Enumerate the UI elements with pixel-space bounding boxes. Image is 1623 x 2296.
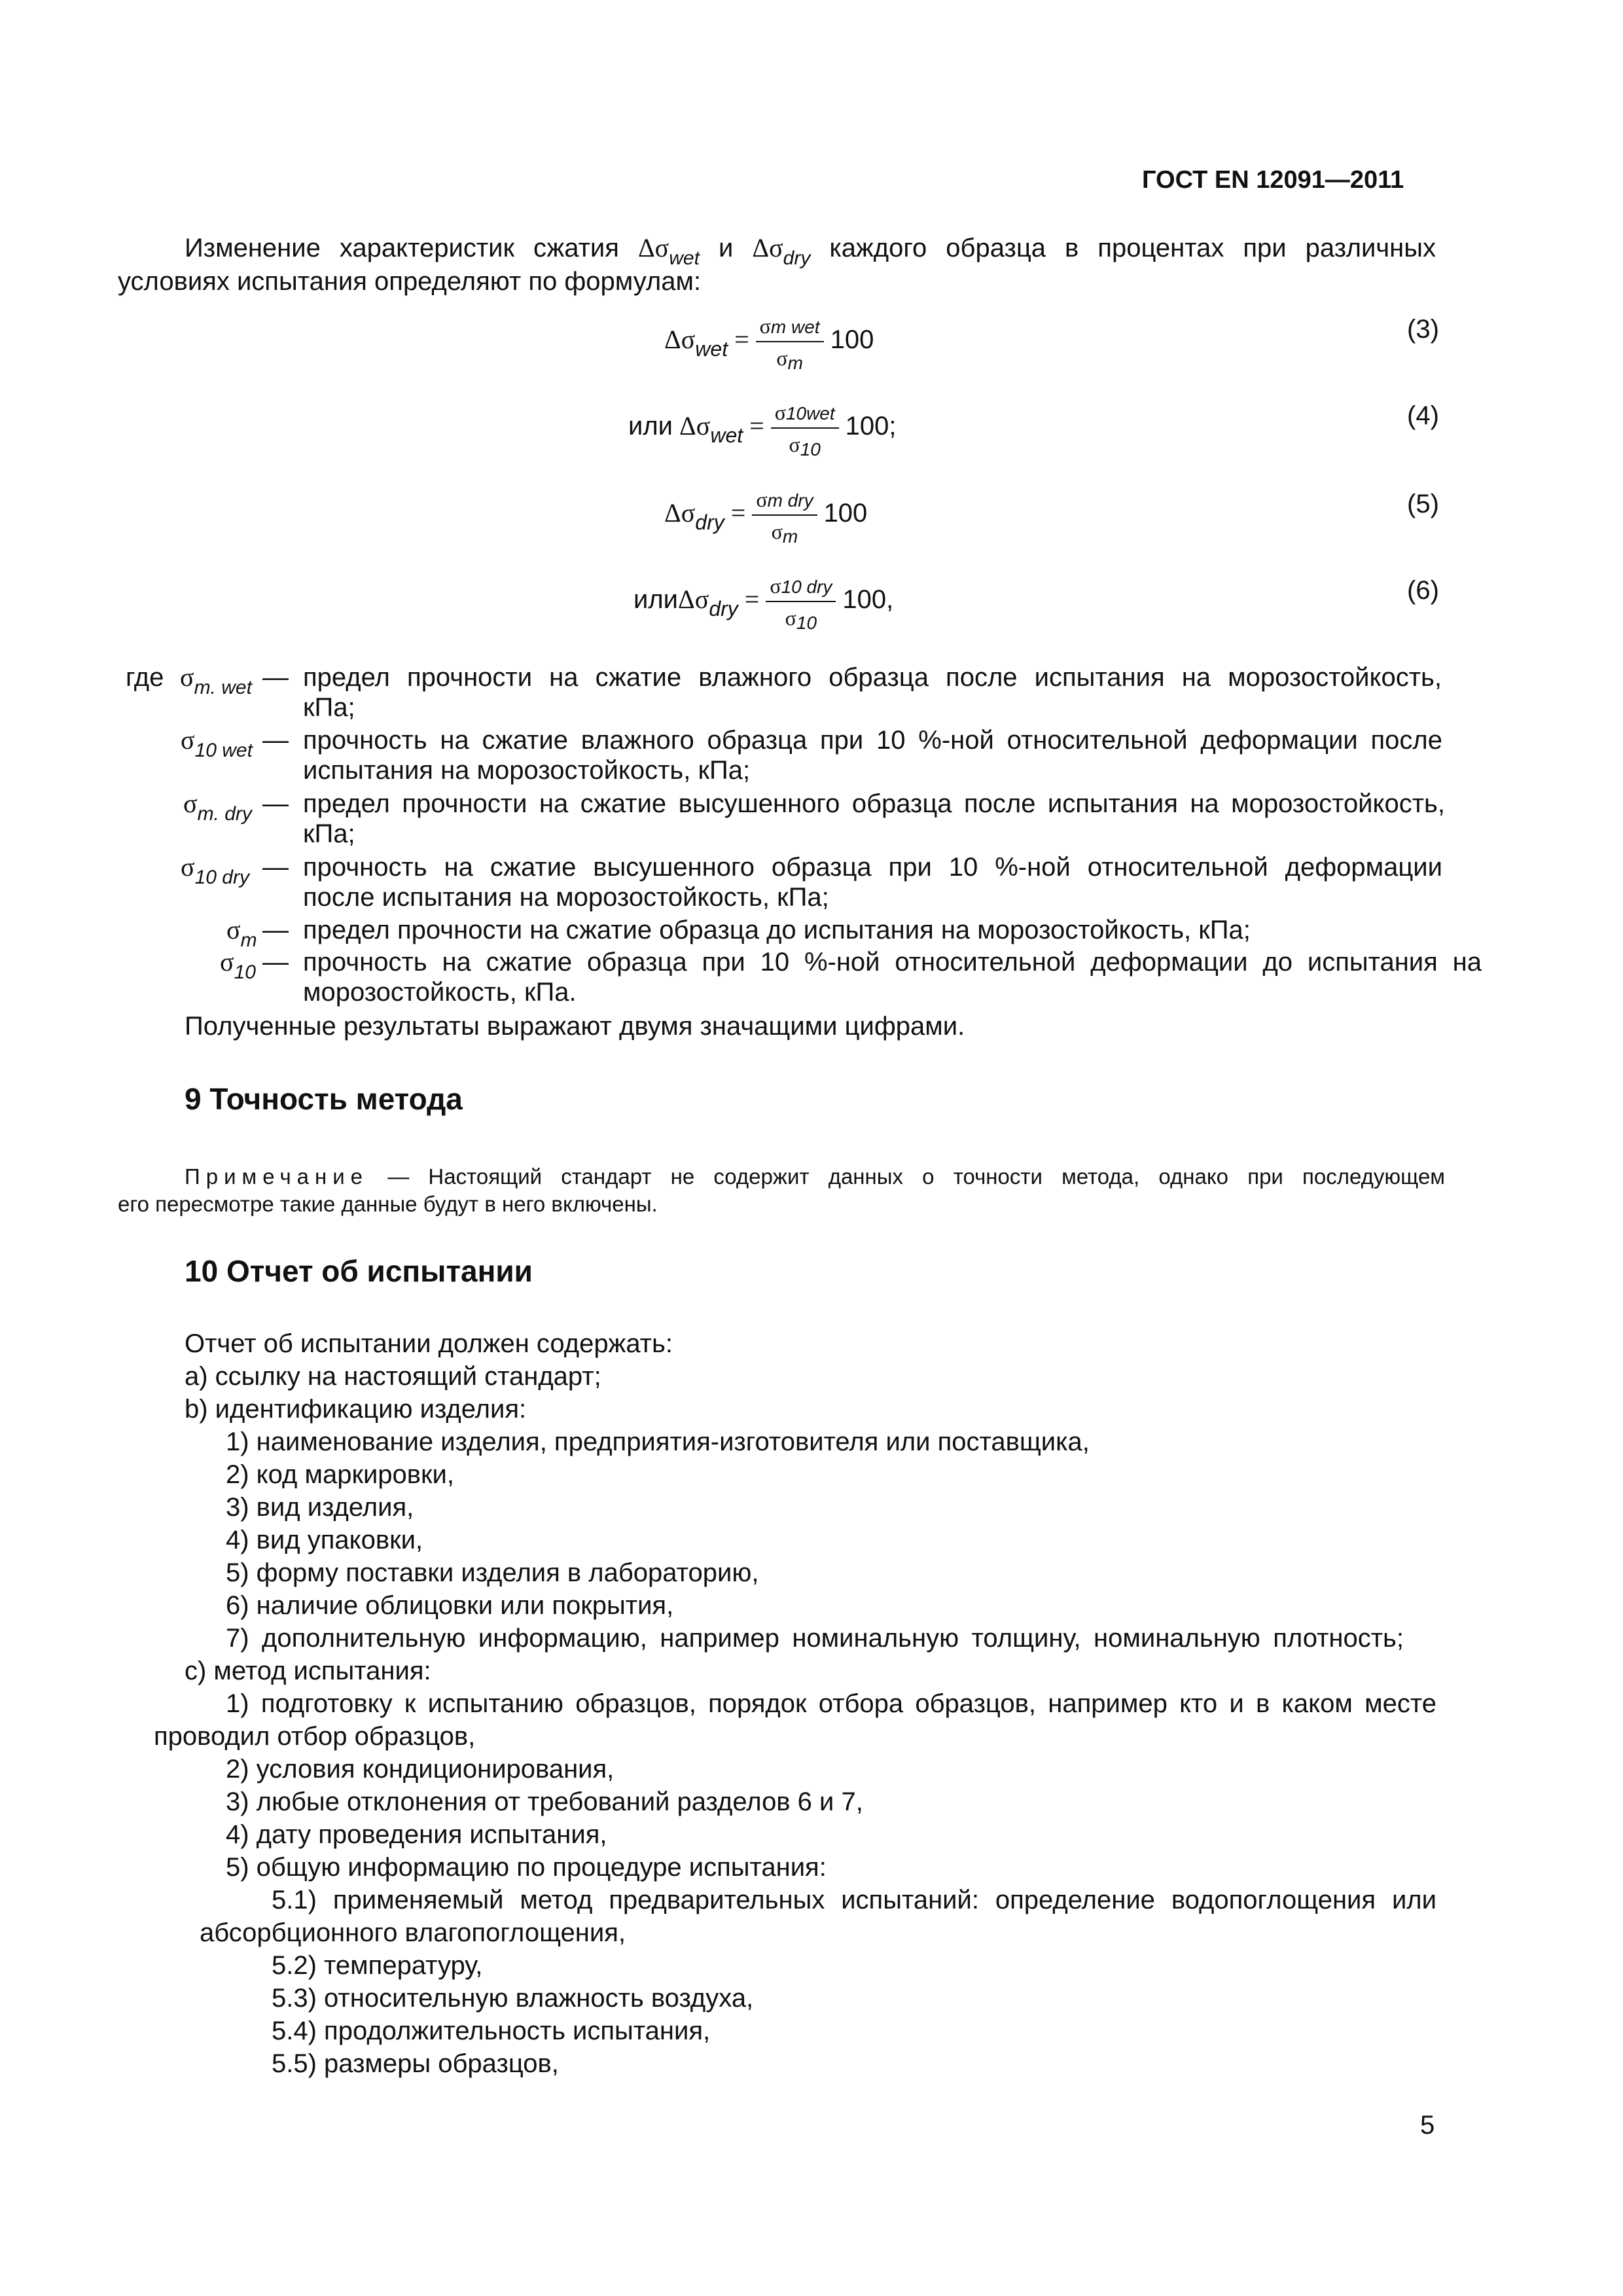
report-item-c5-1: 5.1) применяемый метод предварительных испытаний: определение водопоглощения или	[272, 1886, 1436, 1914]
report-item-c5-2: 5.2) температуру,	[272, 1951, 483, 1980]
formula-6-number: (6)	[1407, 576, 1439, 605]
delta-sigma-dry-symbol: $\Delta\sigma_{dry}$	[752, 233, 811, 269]
formula-5: $\Delta\sigma_{dry}$ = $\frac{\text{σm dry}}{\sigma m}$ 100	[664, 488, 868, 547]
report-item-b3: 3) вид изделия,	[226, 1493, 414, 1522]
note-label: Примечание	[185, 1164, 369, 1189]
report-item-c3: 3) любые отклонения от требований разделов 6 и 7,	[226, 1787, 863, 1816]
formula-3-fraction: $\frac{\text{σm wet}}{\sigma m}$	[756, 314, 824, 370]
report-item-c4: 4) дату проведения испытания,	[226, 1820, 607, 1849]
report-item-b6: 6) наличие облицовки или покрытия,	[226, 1591, 674, 1620]
report-item-b: b) идентификацию изделия:	[185, 1395, 527, 1424]
formula-6-fraction: $\frac{\text{σ10 dry}}{\sigma 10}$	[766, 574, 836, 630]
formula-3-number: (3)	[1407, 315, 1439, 344]
intro-text-start: Изменение характеристик сжатия	[185, 234, 619, 262]
report-item-c5: 5) общую информацию по процедуре испытания:	[226, 1853, 827, 1882]
report-item-c: c) метод испытания:	[185, 1657, 431, 1685]
formula-4-fraction: $\frac{\text{σ10wet}}{\sigma 10}$	[771, 401, 839, 457]
intro-line-1	[185, 232, 1436, 267]
report-item-c5-5: 5.5) размеры образцов,	[272, 2049, 559, 2078]
report-item-c5-1-cont: абсорбционного влагопоглощения,	[200, 1918, 626, 1947]
section-9-note-line-1: Примечание — Настоящий стандарт не содержит данных о точности метода, однако при последующем	[185, 1164, 1445, 1189]
section-9-note-line-2: его пересмотре такие данные будут в него включены.	[118, 1192, 658, 1216]
intro-line-2: условиях испытания определяют по формулам:	[118, 267, 702, 296]
report-item-b5: 5) форму поставки изделия в лабораторию,	[226, 1558, 759, 1587]
page-number: 5	[1420, 2111, 1435, 2140]
where-label: где	[126, 663, 164, 692]
report-item-c5-3: 5.3) относительную влажность воздуха,	[272, 1984, 754, 2013]
formula-5-number: (5)	[1407, 490, 1439, 518]
document-header: ГОСТ EN 12091—2011	[1142, 166, 1404, 194]
report-item-b2: 2) код маркировки,	[226, 1460, 454, 1489]
formula-4-number: (4)	[1407, 401, 1439, 430]
report-item-b1: 1) наименование изделия, предприятия-изготовителя или поставщика,	[226, 1427, 1090, 1456]
report-item-c1-cont: проводил отбор образцов,	[154, 1722, 476, 1751]
report-intro: Отчет об испытании должен содержать:	[185, 1329, 673, 1358]
formula-3: $\Delta\sigma_{wet}$ = $\frac{\text{σm wet}}{\sigma m}$ 100	[664, 314, 874, 373]
formula-4: или $\Delta\sigma_{wet}$ = $\frac{\text{σ10wet}}{\sigma 10}$ 100;	[628, 401, 897, 459]
report-item-a: a) ссылку на настоящий стандарт;	[185, 1362, 601, 1391]
report-item-b4: 4) вид упаковки,	[226, 1526, 423, 1554]
intro-text-end: каждого образца в процентах при различных	[829, 234, 1436, 262]
intro-and: и	[718, 234, 734, 262]
formula-5-fraction: $\frac{\text{σm dry}}{\sigma m}$	[752, 488, 817, 544]
result-text: Полученные результаты выражают двумя значащими цифрами.	[185, 1012, 965, 1041]
report-item-b7: 7) дополнительную информацию, например номинальную толщину, номинальную плотность;	[226, 1624, 1404, 1653]
formula-6: илиΔσ$_{dry}$ = $\frac{\text{σ10 dry}}{\sigma 10}$ 100,	[633, 574, 894, 633]
section-10-title: 10 Отчет об испытании	[185, 1254, 533, 1288]
section-9-title: 9 Точность метода	[185, 1082, 463, 1116]
report-item-c1: 1) подготовку к испытанию образцов, порядок отбора образцов, например кто и в каком месте	[226, 1689, 1436, 1718]
report-item-c2: 2) условия кондиционирования,	[226, 1755, 615, 1784]
delta-sigma-wet-symbol: $\Delta\sigma_{wet}$	[637, 233, 700, 269]
report-item-c5-4: 5.4) продолжительность испытания,	[272, 2017, 711, 2045]
